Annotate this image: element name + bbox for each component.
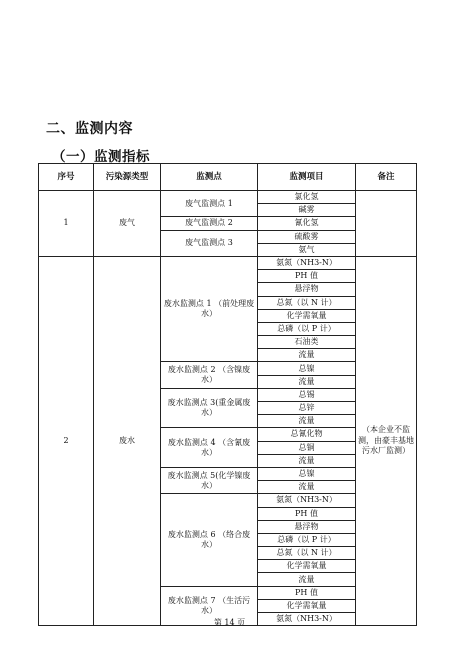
page-number: 第 14 页 <box>213 618 246 627</box>
monitoring-item: 化学需氧量 <box>258 599 356 612</box>
monitoring-point: 废气监测点 3 <box>161 230 258 256</box>
monitoring-item: 流量 <box>258 375 356 388</box>
monitoring-item: 总磷（以 P 计） <box>258 533 356 546</box>
monitoring-item: 总磷（以 P 计） <box>258 322 356 335</box>
monitoring-item: 总锌 <box>258 402 356 415</box>
monitoring-item: 总氮（以 N 计） <box>258 547 356 560</box>
monitoring-item: PH 值 <box>258 507 356 520</box>
monitoring-item: 氰化氢 <box>258 217 356 230</box>
table-row <box>39 191 417 204</box>
monitoring-item: 总锡 <box>258 388 356 401</box>
header-remark: 备注 <box>356 164 417 191</box>
monitoring-item: 石油类 <box>258 336 356 349</box>
monitoring-item: 总镍 <box>258 362 356 375</box>
monitoring-item: PH 值 <box>258 586 356 599</box>
monitoring-item: 碱雾 <box>258 204 356 217</box>
source-type: 废水 <box>94 256 161 625</box>
monitoring-item: 流量 <box>258 481 356 494</box>
monitoring-point: 废水监测点 7 （生活污水） <box>161 586 258 626</box>
table-row <box>39 256 417 269</box>
monitoring-item: 氨气 <box>258 243 356 256</box>
source-type: 废气 <box>94 191 161 257</box>
row-number: 1 <box>39 191 94 257</box>
monitoring-item: 总氰化物 <box>258 428 356 441</box>
monitoring-item: 总镍 <box>258 467 356 480</box>
header-monitoring-item: 监测项目 <box>258 164 356 191</box>
monitoring-item: 化学需氧量 <box>258 309 356 322</box>
row-number: 2 <box>39 256 94 625</box>
header-source-type: 污染源类型 <box>94 164 161 191</box>
monitoring-item: 悬浮物 <box>258 520 356 533</box>
remark-note: （本企业不监测，由豪丰基地污水厂监测） <box>356 256 417 625</box>
section-title: 二、监测内容 <box>46 121 133 137</box>
monitoring-item: PH 值 <box>258 270 356 283</box>
remark-cell <box>356 191 417 257</box>
monitoring-table <box>38 163 417 626</box>
monitoring-point: 废水监测点 1 （前处理废水） <box>161 256 258 362</box>
monitoring-point: 废水监测点 2 （含镍废水） <box>161 362 258 388</box>
monitoring-item: 流量 <box>258 349 356 362</box>
monitoring-point: 废水监测点 6 （络合废水） <box>161 494 258 586</box>
table-header-row <box>39 164 417 191</box>
monitoring-point: 废水监测点 3(重金属废水） <box>161 388 258 428</box>
monitoring-item: 流量 <box>258 454 356 467</box>
monitoring-item: 氨氮（NH3-N） <box>258 256 356 269</box>
table-body <box>39 191 417 626</box>
monitoring-point: 废水监测点 4 （含氰废水） <box>161 428 258 468</box>
monitoring-item: 总铜 <box>258 441 356 454</box>
monitoring-point: 废气监测点 2 <box>161 217 258 230</box>
monitoring-item: 氨氮（NH3-N） <box>258 494 356 507</box>
header-no: 序号 <box>39 164 94 191</box>
monitoring-item: 氯化氢 <box>258 191 356 204</box>
monitoring-item: 流量 <box>258 573 356 586</box>
monitoring-item: 化学需氧量 <box>258 560 356 573</box>
monitoring-point: 废气监测点 1 <box>161 191 258 217</box>
header-monitoring-point: 监测点 <box>161 164 258 191</box>
monitoring-point: 废水监测点 5(化学镍废水） <box>161 467 258 493</box>
monitoring-item: 悬浮物 <box>258 283 356 296</box>
monitoring-item: 总氮（以 N 计） <box>258 296 356 309</box>
monitoring-item: 硫酸雾 <box>258 230 356 243</box>
monitoring-item: 流量 <box>258 415 356 428</box>
monitoring-item: 氨氮（NH3-N） <box>258 613 356 626</box>
subsection-title: （一）监测指标 <box>52 149 150 165</box>
